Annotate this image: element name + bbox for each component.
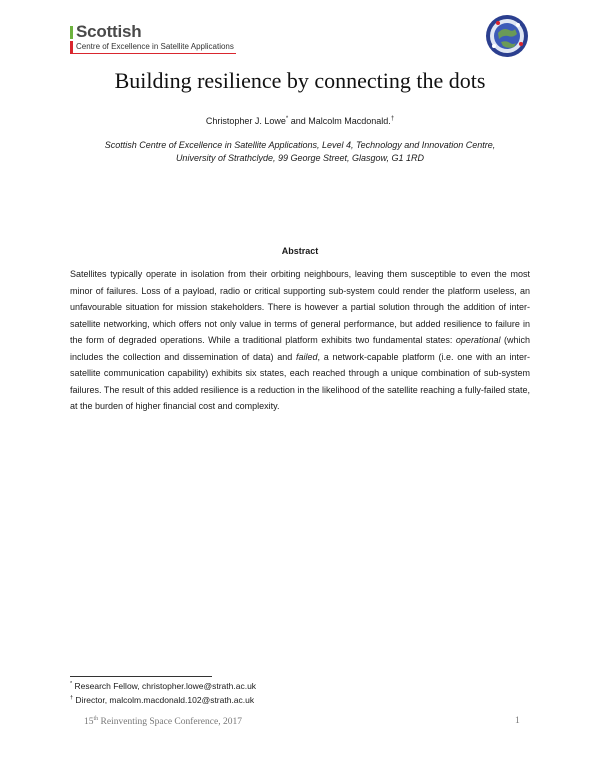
abstract-segment: Satellites typically operate in isolation from their orbiting neighbours, leaving them susceptible to even the most minor of failures. Loss of a payload, radio or critical supporting sub-system could render the platform useless, an unfavourable situation for mission stakeholders. There is however a partial solution through the addition of inter-satellite networking, which offers not only value in terms of general performance, but added resilience to failure in the form of degraded operations. While a traditional platform exhibits two fundamental states: [70, 269, 530, 345]
footer-conference-text: Reinventing Space Conference, 2017 [98, 717, 242, 728]
footer-ordinal: th [93, 716, 99, 722]
footnote-rule [70, 676, 212, 677]
footer-number: 15 [84, 717, 94, 728]
page-number: 1 [515, 716, 520, 726]
author-name: Christopher J. Lowe [205, 116, 286, 126]
logo-wordmark: Scottish [76, 22, 142, 41]
affiliation-line: University of Strathclyde, 99 George Street, Glasgow, G1 1RD [175, 153, 425, 163]
footnote-mark: † [70, 695, 74, 702]
footnote-mark: * [70, 681, 73, 688]
sceisa-logo [70, 24, 260, 56]
abstract-heading: Abstract [281, 246, 319, 256]
logo-underline [70, 53, 236, 54]
affiliation-line: Scottish Centre of Excellence in Satellite Applications, Level 4, Technology and Innovation Centre, [104, 140, 496, 150]
footnote [70, 695, 254, 705]
globe-emblem-icon [485, 14, 529, 58]
paper-title: Building resilience by connecting the dots [114, 68, 486, 93]
logo-green-bar [70, 26, 73, 39]
abstract-emphasis: failed [296, 351, 318, 362]
abstract-emphasis: operational [455, 335, 501, 345]
footnote [70, 681, 256, 691]
author-mark: † [390, 116, 395, 122]
author-mark: * [285, 116, 289, 122]
logo-subtitle: Centre of Excellence in Satellite Applications [76, 42, 234, 51]
abstract-segment: (which includes the collection and dissemination of data) and [70, 335, 530, 362]
footnote-text: Director, malcolm.macdonald.102@strath.ac.uk [73, 695, 255, 705]
footnote-text: Research Fellow, christopher.lowe@strath.ac.uk [72, 681, 257, 691]
author-line [0, 116, 600, 126]
footer-conference [84, 716, 242, 727]
affiliation [60, 139, 540, 165]
abstract-text [70, 266, 530, 415]
abstract-segment: , a network-capable platform (i.e. one with an inter-satellite communication capability) exhibits six states, each reached through a unique combination of sub-system failures. The result of this added resilience is a reduction in the likelihood of the satellite reaching a fully-failed state, at the burden of higher financial cost and complexity. [70, 351, 530, 411]
author-connector: and [288, 116, 309, 126]
author-name: Malcolm Macdonald. [308, 116, 391, 126]
